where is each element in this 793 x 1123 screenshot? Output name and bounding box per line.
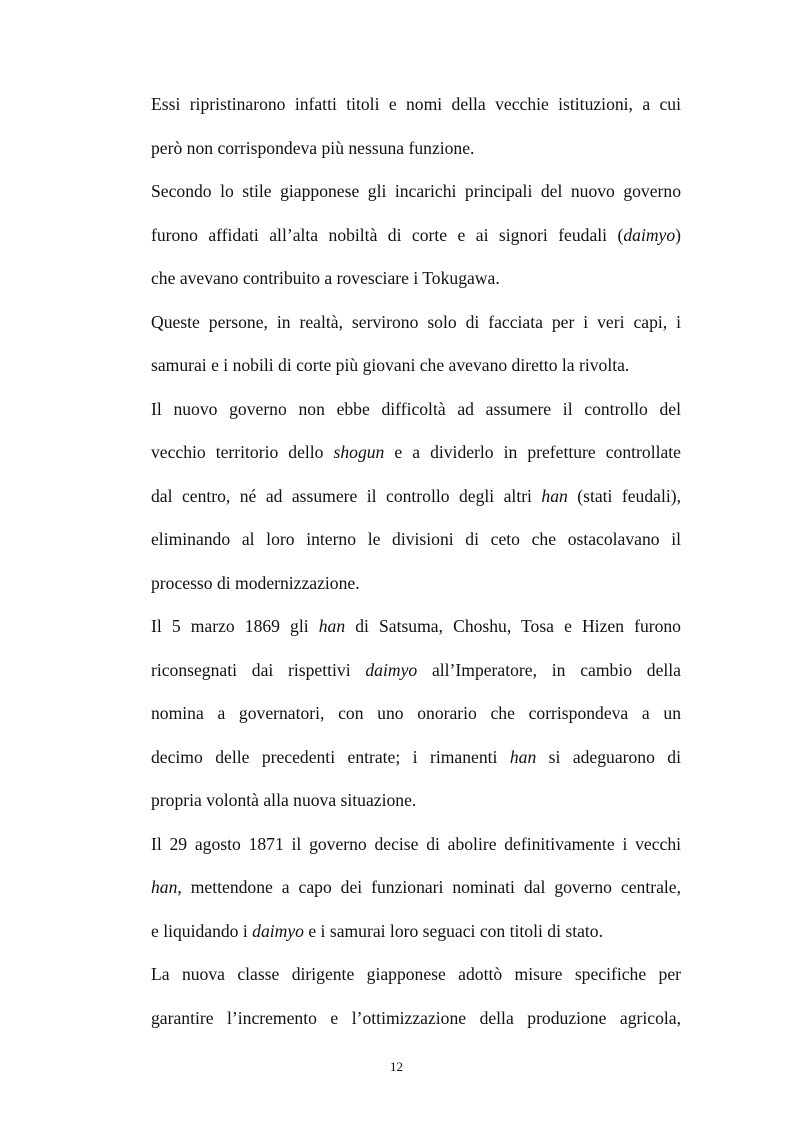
text-line: samurai e i nobili di corte più giovani che avevano diretto la rivolta.: [151, 355, 630, 375]
text-line: Queste persone, in realtà, servirono solo di facciata per i veri capi, i: [151, 312, 681, 332]
text-line: La nuova classe dirigente giapponese adottò misure specifiche per: [151, 964, 681, 984]
text-line: han, mettendone a capo dei funzionari nominati dal governo centrale,: [151, 877, 681, 897]
text-line: e liquidando i daimyo e i samurai loro seguaci con titoli di stato.: [151, 921, 603, 941]
text-line: Il 5 marzo 1869 gli han di Satsuma, Choshu, Tosa e Hizen furono: [151, 616, 681, 636]
text-line: Secondo lo stile giapponese gli incarichi principali del nuovo governo: [151, 181, 681, 201]
text-line: Il nuovo governo non ebbe difficoltà ad assumere il controllo del: [151, 399, 681, 419]
text-line: riconsegnati dai rispettivi daimyo all’Imperatore, in cambio della: [151, 660, 681, 680]
text-line: però non corrispondeva più nessuna funzione.: [151, 138, 475, 158]
text-line: eliminando al loro interno le divisioni di ceto che ostacolavano il: [151, 529, 681, 549]
text-line: dal centro, né ad assumere il controllo degli altri han (stati feudali),: [151, 486, 681, 506]
text-line: decimo delle precedenti entrate; i rimanenti han si adeguarono di: [151, 747, 681, 767]
text-line: garantire l’incremento e l’ottimizzazione della produzione agricola,: [151, 1008, 681, 1028]
text-line: Il 29 agosto 1871 il governo decise di abolire definitivamente i vecchi: [151, 834, 681, 854]
text-line: furono affidati all’alta nobiltà di corte e ai signori feudali (daimyo): [151, 225, 681, 245]
text-line: propria volontà alla nuova situazione.: [151, 790, 417, 810]
text-line: processo di modernizzazione.: [151, 573, 360, 593]
text-line: vecchio territorio dello shogun e a dividerlo in prefetture controllate: [151, 442, 681, 462]
text-line: Essi ripristinarono infatti titoli e nomi della vecchie istituzioni, a cui: [151, 94, 681, 114]
text-line: che avevano contribuito a rovesciare i Tokugawa.: [151, 268, 500, 288]
page-number: 12: [390, 1059, 403, 1074]
text-line: nomina a governatori, con uno onorario che corrispondeva a un: [151, 703, 681, 723]
